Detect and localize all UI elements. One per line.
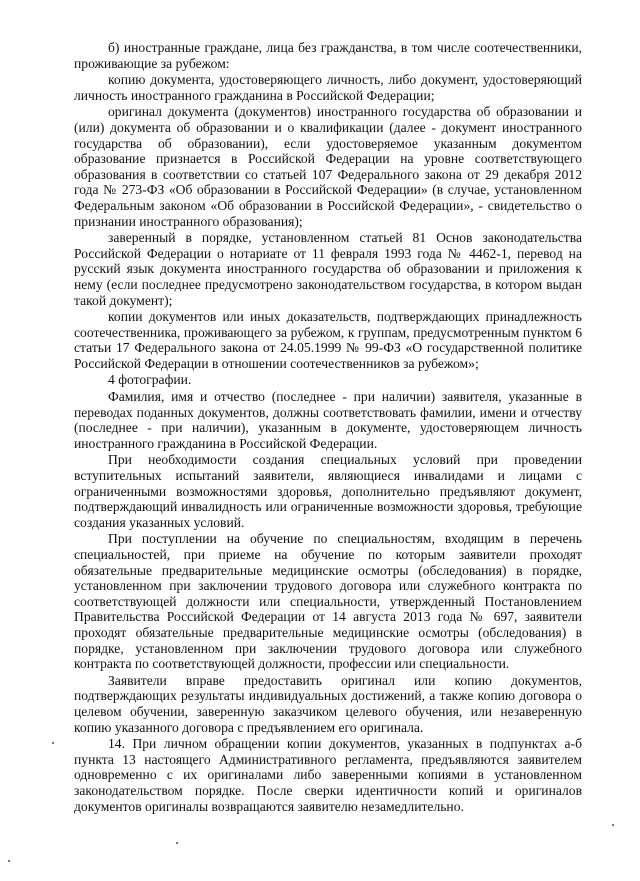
paragraph-individual-achievements: Заявители вправе предоставить оригинал или копию документов, подтверждающих результаты индивидуальных достижений, а также копию договора о целевом обучении, заверенную заказчиком целевого обучения, или незаверенную копию указанного договора с предъявлением его оригинала. — [74, 672, 582, 735]
paragraph-foreign-education-document: оригинал документа (документов) иностранного государства об образовании и (или) документа об образовании и о квалификации (далее - документ иностранного государства об образовании), если удостоверяемое указанным документом образование признается в Российской Федерации на уровне соответствующего образования в соответствии со статьей 107 Федерального закона от 29 декабря 2012 года № 273-ФЗ «Об образовании в Российской Федерации» (в случае, установленном Федеральным законом «Об образовании в Российской Федерации», - свидетельство о признании иностранного образования); — [74, 104, 582, 229]
paragraph-name-matching: Фамилия, имя и отчество (последнее - при наличии) заявителя, указанные в переводах поданных документов, должны соответствовать фамилии, имени и отчеству (последнее - при наличии), указанным в документе, удостоверяющем личность иностранного гражданина в Российской Федерации. — [74, 389, 582, 451]
paragraph-section-14: 14. При личном обращении копии документов, указанных в подпунктах а-б пункта 13 настоящего Административного регламента, предъявляются заявителем одновременно с их оригиналами либо заверенными копиями в установленном законодательством порядке. После сверки идентичности копий и оригиналов документов оригиналы возвращаются заявителю незамедлительно. — [74, 736, 582, 814]
paragraph-medical-examinations: При поступлении на обучение по специальностям, входящим в перечень специальностей, при приеме на обучение по которым заявители проходят обязательные предварительные медицинские осмотры (обследования) в порядке, установленном при заключении трудового договора или служебного контракта по соответствующей должности или специальности, утвержденный Постановлением Правительства Российской Федерации от 14 августа 2013 года № 697, заявители проходят обязательные предварительные медицинские осмотры (обследования) в порядке, установленном при заключении трудового договора или служебного контракта по соответствующей должности, профессии или специальности. — [74, 531, 582, 672]
paragraph-special-conditions: При необходимости создания специальных условий при проведении вступительных испытаний заявители, являющиеся инвалидами и лицами с ограниченными возможностями здоровья, дополнительно предъявляют документ, подтверждающий инвалидность или ограниченные возможности здоровья, требующие создания указанных условий. — [74, 452, 582, 530]
paragraph-compatriot-evidence: копии документов или иных доказательств, подтверждающих принадлежность соотечественника, проживающего за рубежом, к группам, предусмотренным пунктом 6 статьи 17 Федерального закона от 24.05.1999 № 99-ФЗ «О государственной политике Российской Федерации в отношении соотечественников за рубежом»; — [74, 309, 582, 371]
paragraph-photos: 4 фотографии. — [108, 372, 192, 388]
scan-speck — [176, 842, 178, 844]
document-body — [74, 40, 582, 815]
scan-speck — [612, 824, 614, 826]
paragraph-foreign-citizens-heading: б) иностранные граждане, лица без гражданства, в том числе соотечественники, проживающие за рубежом: — [74, 40, 582, 71]
paragraph-certified-translation: заверенный в порядке, установленном статьей 81 Основ законодательства Российской Федерации о нотариате от 11 февраля 1993 года № 4462-1, перевод на русский язык документа иностранного государства об образовании и приложения к нему (если последнее предусмотрено законодательством государства, в котором выдан такой документ); — [74, 230, 582, 308]
scan-speck — [8, 860, 10, 862]
paragraph-identity-document: копию документа, удостоверяющего личность, либо документ, удостоверяющий личность иностранного гражданина в Российской Федерации; — [74, 72, 582, 103]
scan-speck — [52, 742, 54, 744]
